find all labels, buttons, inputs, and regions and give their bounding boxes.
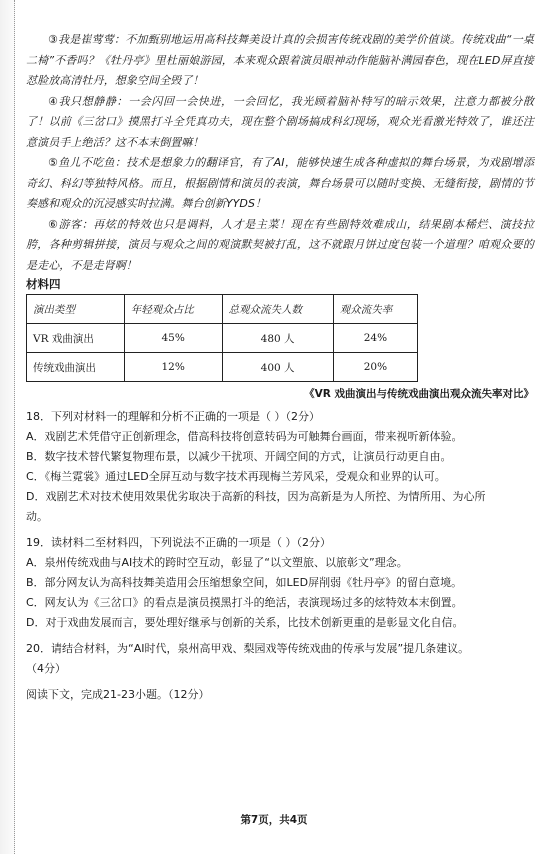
audience-loss-table <box>26 294 418 382</box>
table-cell: 24% <box>333 324 417 353</box>
table-row <box>27 353 418 382</box>
table-header: 观众流失率 <box>333 295 417 324</box>
question-19-option-c: C．网友认为《三岔口》的看点是演员摸黑打斗的绝活，表演现场过多的炫特效本末倒置。 <box>26 596 463 609</box>
question-18-option-c: C．《梅兰霓裳》通过LED全屏互动与数字技术再现梅兰芳风采，受观众和业界的认可。 <box>26 470 446 483</box>
table-caption: 《VR 戏曲演出与传统戏曲演出观众流失率对比》 <box>304 388 534 400</box>
comment-paragraph-4: ④我只想静静：一会闪回一会快进，一会回忆，我光顾着脑补特写的暗示效果，注意力都被分散了！以前《三岔口》摸黑打斗全凭真功夫，现在整个剧场搞成科幻现场，观众光看激光特效了，谁还注意演员手上绝活？这不本末倒置嘛！ <box>26 94 534 149</box>
comment-paragraph-6: ⑥游客：再炫的特效也只是调料，人才是主菜！现在有些剧特效难成山，结果剧本稀烂、演技拉胯，各种剪辑拼接，演员与观众之间的观演默契被打乱，这不就跟月饼过度包装一个道理？咱观众要的是走心，不是走肾啊！ <box>26 217 534 272</box>
reading-intro: 阅读下文，完成21-23小题。（12分） <box>26 688 210 701</box>
question-18-option-d-continued: 动。 <box>26 510 48 523</box>
table-cell: 20% <box>333 353 417 382</box>
question-20-stem: 20．请结合材料，为“AI时代，泉州高甲戏、梨园戏等传统戏曲的传承与发展”提几条建议。 <box>26 642 470 655</box>
question-19-stem: 19．读材料二至材料四，下列说法不正确的一项是（ ）（2分） <box>26 536 331 549</box>
table-cell: 12% <box>124 353 222 382</box>
comment-paragraph-5: ⑤鱼儿不吃鱼：技术是想象力的翻译官，有了AI，能够快速生成各种虚拟的舞台场景，为戏剧增添奇幻、科幻等独特风格。而且，根据剧情和演员的表演，舞台场景可以随时变换、无缝衔接，剧情的节奏感和观众的沉浸感实时拉满。舞台创新YYDS！ <box>26 156 534 210</box>
table-cell: 45% <box>124 324 222 353</box>
question-19-option-d: D．对于戏曲发展而言，要处理好继承与创新的关系，比技术创新更重的是彰显文化自信。 <box>26 616 464 629</box>
table-cell: 400 人 <box>222 353 333 382</box>
table-cell: 传统戏曲演出 <box>27 353 125 382</box>
material-four-title: 材料四 <box>26 277 61 291</box>
question-18-option-a: A．戏剧艺术凭借守正创新理念，借高科技将创意转码为可触舞台画面，带来视听新体验。 <box>26 430 463 443</box>
table-cell: VR 戏曲演出 <box>27 324 125 353</box>
page-number-footer: 第7页，共4页 <box>240 814 308 826</box>
question-18-option-b: B．数字技术替代繁复物理布景，以减少干扰项、开阔空间的方式，让演员行动更自由。 <box>26 450 452 463</box>
question-18-option-d: D．戏剧艺术对技术使用效果优劣取决于高新的科技，因为高新是为人所控、为情所用、为心所 <box>26 490 486 503</box>
question-20-score: （4分） <box>26 662 66 675</box>
table-header: 演出类型 <box>27 295 125 324</box>
question-18-stem: 18．下列对材料一的理解和分析不正确的一项是（ ）（2分） <box>26 410 320 423</box>
question-19-option-b: B．部分网友认为高科技舞美造用会压缩想象空间，如LED屏削弱《牡丹亭》的留白意境。 <box>26 576 463 589</box>
table-header-row <box>27 295 418 324</box>
table-cell: 480 人 <box>222 324 333 353</box>
question-19-option-a: A．泉州传统戏曲与AI技术的跨时空互动，彰显了“以文塑旅、以旅彰文”理念。 <box>26 556 408 569</box>
binding-margin <box>0 0 15 854</box>
table-header: 年轻观众占比 <box>124 295 222 324</box>
table-row <box>27 324 418 353</box>
page-content <box>26 30 534 705</box>
table-header: 总观众流失人数 <box>222 295 333 324</box>
comment-paragraph-3: ③我是崔莺莺：不加甄别地运用高科技舞美设计真的会损害传统戏剧的美学价值谈。传统戏曲“一桌二椅”不香吗？《牡丹亭》里杜丽娘游园，本来观众跟着演员眼神动作能脑补满园春色，现在LED屏直接怼脸放高清牡丹，想象空间全毁了！ <box>26 33 534 87</box>
